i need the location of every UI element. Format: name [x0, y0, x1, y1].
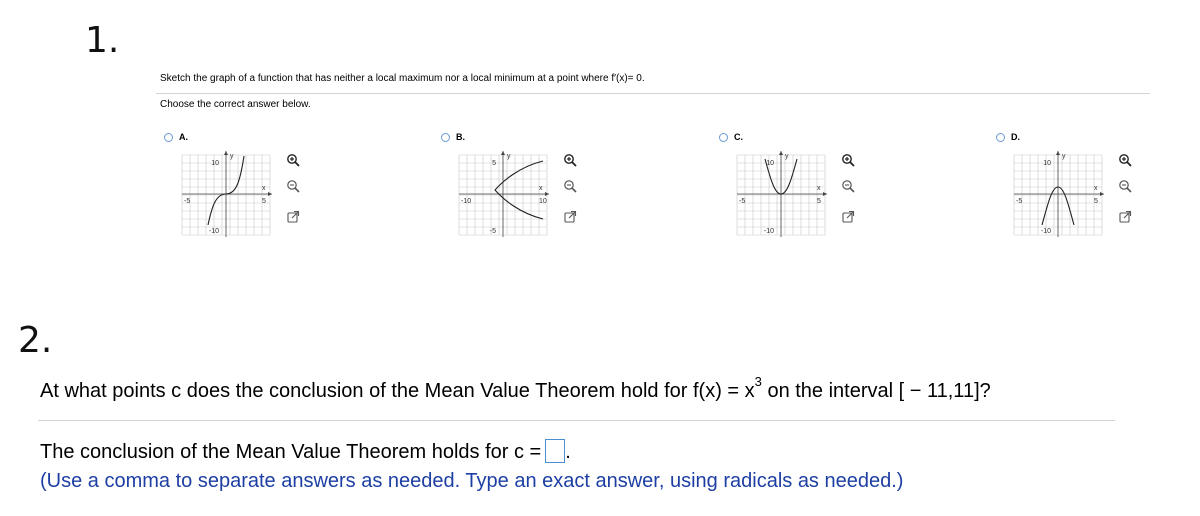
tick-label-y-top: 10 — [211, 160, 219, 167]
question-2-number: 2. — [18, 320, 53, 361]
axis-label-y: y — [785, 153, 789, 160]
axis-label-x: x — [817, 185, 821, 192]
answer-period: . — [565, 441, 571, 463]
tick-label-y-bottom: -10 — [1040, 228, 1051, 235]
y-axis-arrow — [779, 151, 783, 155]
tick-label-x-left: -10 — [461, 198, 472, 205]
axis-label-x: x — [262, 185, 266, 192]
axis-label-x: x — [1094, 185, 1098, 192]
choice-radio[interactable] — [996, 133, 1005, 142]
answer-choice-b[interactable] — [441, 131, 601, 251]
graph-thumbnail[interactable] — [729, 149, 829, 243]
answer-input[interactable] — [545, 439, 565, 463]
tick-label-x-left: -5 — [184, 198, 191, 205]
question-2-answer-line — [40, 439, 571, 464]
choice-label: B. — [456, 132, 465, 142]
external-link-icon[interactable] — [286, 210, 300, 224]
zoom-out-icon[interactable] — [841, 179, 855, 193]
zoom-in-icon[interactable] — [1118, 153, 1132, 167]
tick-label-y-top: 10 — [1043, 160, 1051, 167]
function-curve — [495, 161, 543, 219]
choice-label: A. — [179, 132, 188, 142]
tick-label-y-bottom: -10 — [763, 228, 774, 235]
y-axis-arrow — [1056, 151, 1060, 155]
choice-radio[interactable] — [164, 133, 173, 142]
tick-label-y-bottom: -10 — [208, 228, 219, 235]
prompt-exponent: 3 — [754, 374, 762, 390]
answer-choice-a[interactable] — [164, 131, 324, 251]
axis-label-y: y — [230, 153, 234, 160]
tick-label-y-top: 10 — [766, 160, 774, 167]
zoom-in-icon[interactable] — [286, 153, 300, 167]
tick-label-x-left: -5 — [1016, 198, 1023, 205]
y-axis-arrow — [224, 151, 228, 155]
tick-label-x-left: -5 — [739, 198, 746, 205]
tick-label-x-right: 5 — [817, 198, 821, 205]
zoom-out-icon[interactable] — [1118, 179, 1132, 193]
question-1-prompt: Sketch the graph of a function that has neither a local maximum nor a local minimum at a point where f′(x)= 0. — [160, 73, 645, 84]
question-2-hint: (Use a comma to separate answers as needed. Type an exact answer, using radicals as needed.) — [40, 470, 904, 492]
divider — [156, 93, 1150, 94]
external-link-icon[interactable] — [563, 210, 577, 224]
external-link-icon[interactable] — [841, 210, 855, 224]
axis-label-y: y — [1062, 153, 1066, 160]
question-2-prompt — [40, 374, 991, 403]
axis-label-x: x — [539, 185, 543, 192]
prompt-tail: on the interval [ − 11,11]? — [761, 380, 991, 402]
question-1-instruction: Choose the correct answer below. — [160, 99, 311, 110]
graph-thumbnail[interactable] — [451, 149, 551, 243]
tick-label-x-right: 10 — [539, 198, 547, 205]
tick-label-y-bottom: -5 — [489, 228, 496, 235]
graph-thumbnail[interactable] — [174, 149, 274, 243]
answer-choice-d[interactable] — [996, 131, 1156, 251]
tick-label-x-right: 5 — [262, 198, 266, 205]
y-axis-arrow — [501, 151, 505, 155]
tick-label-y-top: 5 — [492, 160, 496, 167]
answer-lead-text: The conclusion of the Mean Value Theorem holds for c = — [40, 441, 542, 463]
zoom-out-icon[interactable] — [563, 179, 577, 193]
question-1-number: 1. — [85, 20, 120, 61]
tick-label-x-right: 5 — [1094, 198, 1098, 205]
prompt-text: At what points c does the conclusion of the Mean Value Theorem hold for f(x) = x — [40, 380, 755, 402]
choice-label: C. — [734, 132, 743, 142]
zoom-out-icon[interactable] — [286, 179, 300, 193]
choice-label: D. — [1011, 132, 1020, 142]
graph-thumbnail[interactable] — [1006, 149, 1106, 243]
choice-radio[interactable] — [441, 133, 450, 142]
axis-label-y: y — [507, 153, 511, 160]
answer-choice-c[interactable] — [719, 131, 879, 251]
divider-2 — [38, 420, 1115, 421]
external-link-icon[interactable] — [1118, 210, 1132, 224]
zoom-in-icon[interactable] — [841, 153, 855, 167]
choice-radio[interactable] — [719, 133, 728, 142]
zoom-in-icon[interactable] — [563, 153, 577, 167]
